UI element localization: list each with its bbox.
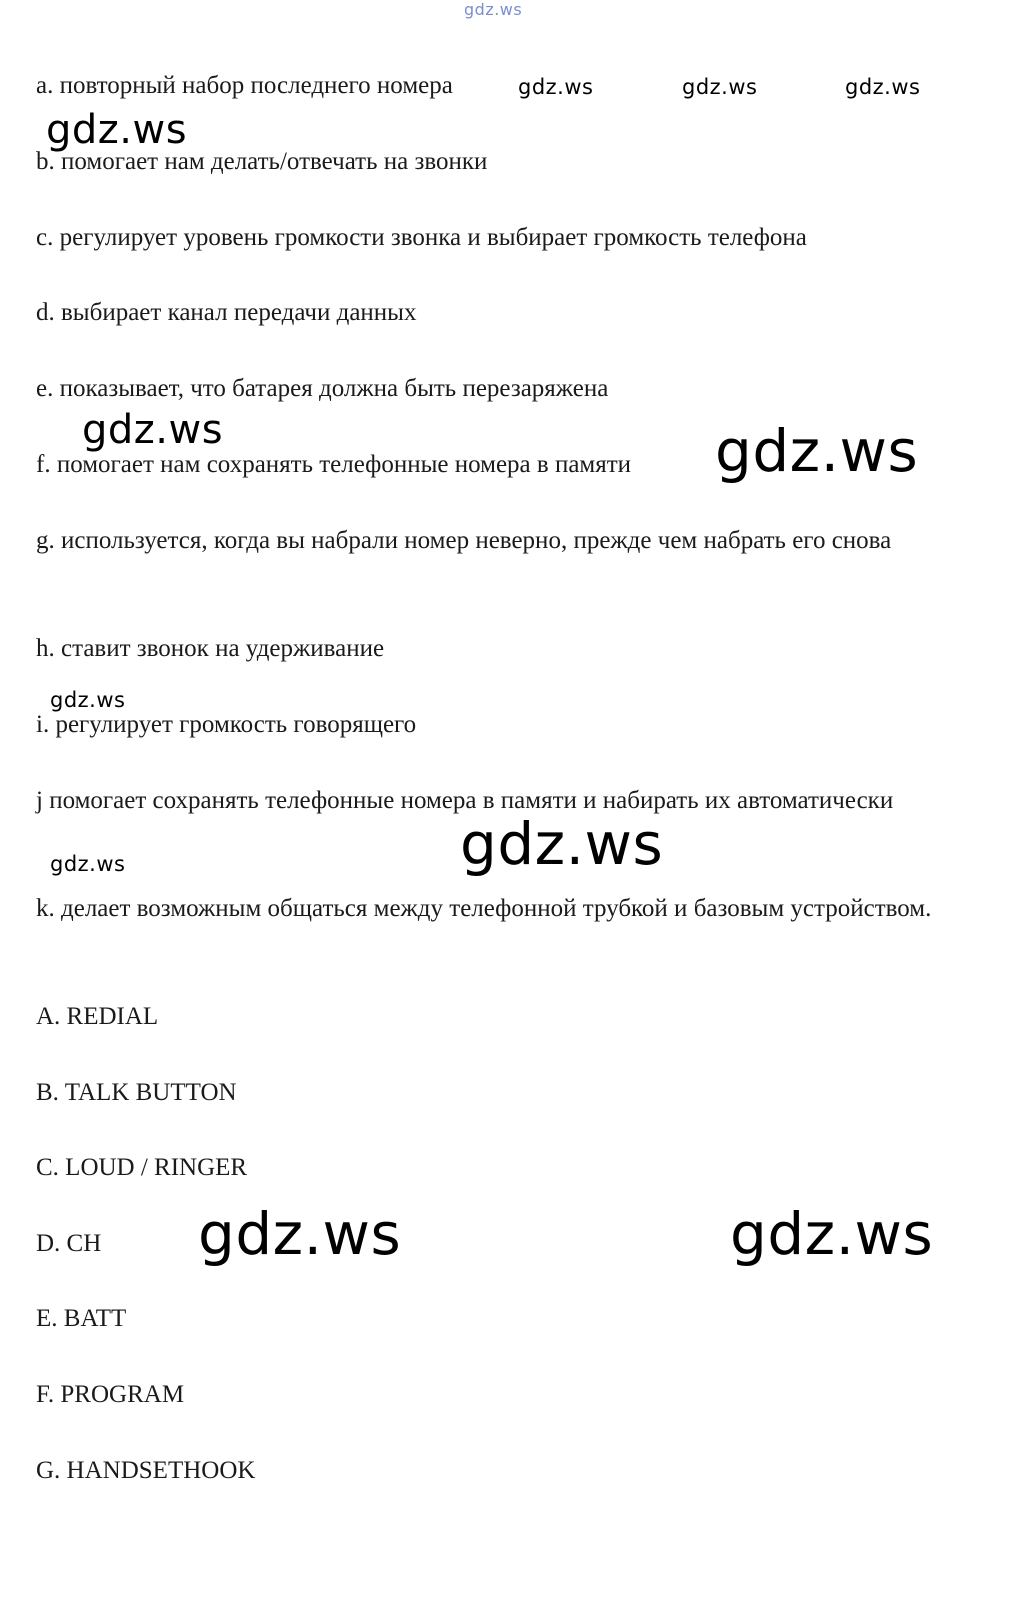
definition-f: f. помогает нам сохранять телефонные номера в памяти — [36, 451, 632, 478]
term-c: C. LOUD / RINGER — [36, 1154, 248, 1181]
watermark-medium-2: gdz.ws — [82, 407, 224, 453]
definition-k: k. делает возможным общаться между телефонной трубкой и базовым устройством. — [36, 895, 932, 922]
watermark-large-4: gdz.ws — [730, 1200, 934, 1268]
watermark-large-1: gdz.ws — [715, 417, 919, 485]
term-f: F. PROGRAM — [36, 1381, 185, 1408]
definition-b: b. помогает нам делать/отвечать на звонки — [36, 148, 488, 175]
watermark-medium-1: gdz.ws — [46, 107, 188, 153]
definition-g: g. используется, когда вы набрали номер неверно, прежде чем набрать его снова — [36, 527, 892, 554]
term-e: E. BATT — [36, 1305, 127, 1332]
term-a: A. REDIAL — [36, 1003, 159, 1030]
definition-j: j помогает сохранять телефонные номера в памяти и набирать их автоматически — [36, 787, 894, 814]
watermark-large-2: gdz.ws — [460, 810, 664, 878]
watermark-small-5: gdz.ws — [50, 852, 126, 876]
definition-h: h. ставит звонок на удерживание — [36, 635, 385, 662]
term-b: B. TALK BUTTON — [36, 1079, 237, 1106]
watermark-small-1: gdz.ws — [518, 75, 594, 99]
term-g: G. HANDSETHOOK — [36, 1457, 256, 1484]
term-d: D. CH — [36, 1230, 102, 1257]
watermark-small-2: gdz.ws — [682, 75, 758, 99]
definition-c: c. регулирует уровень громкости звонка и выбирает громкость телефона — [36, 224, 807, 251]
watermark-top: gdz.ws — [464, 0, 523, 19]
watermark-small-3: gdz.ws — [845, 75, 921, 99]
watermark-small-4: gdz.ws — [50, 688, 126, 712]
definition-i: i. регулирует громкость говорящего — [36, 711, 417, 738]
definition-a: a. повторный набор последнего номера — [36, 72, 453, 99]
definition-e: e. показывает, что батарея должна быть перезаряжена — [36, 375, 609, 402]
watermark-large-3: gdz.ws — [198, 1200, 402, 1268]
definition-d: d. выбирает канал передачи данных — [36, 299, 417, 326]
